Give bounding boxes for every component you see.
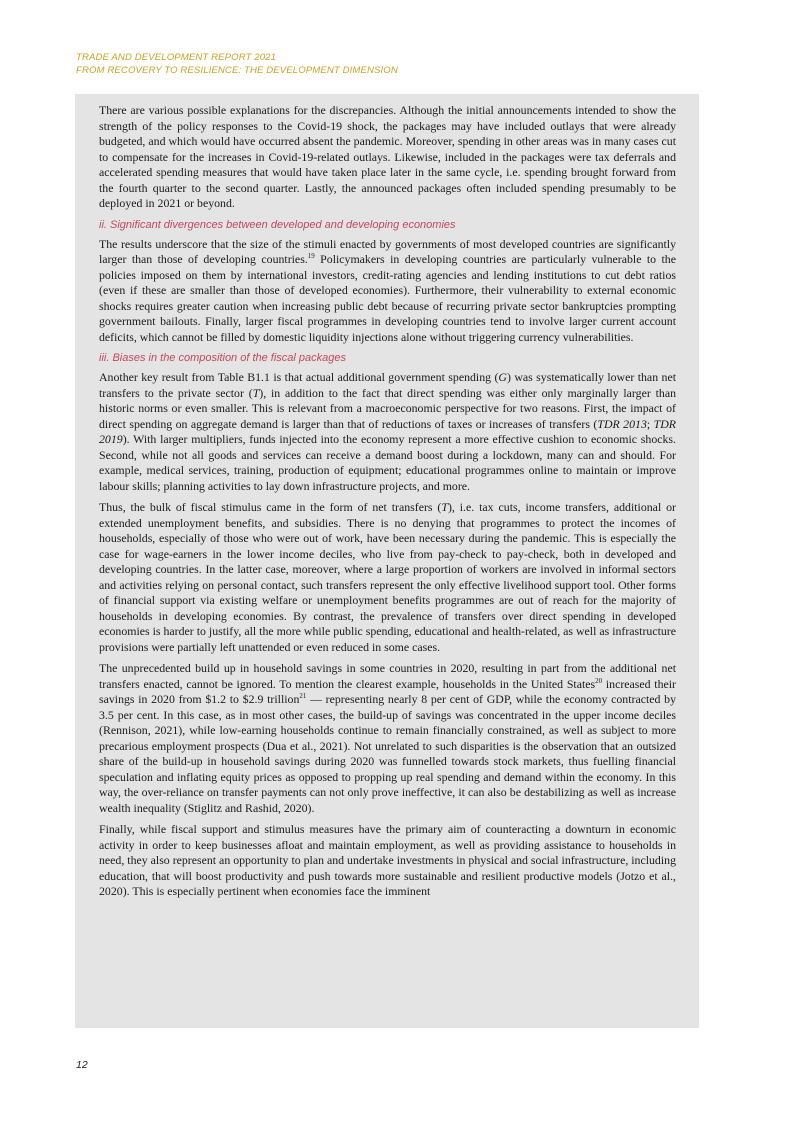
footnote-ref-19[interactable]: 19 — [307, 252, 315, 261]
report-title: TRADE AND DEVELOPMENT REPORT 2021 — [76, 52, 277, 63]
text-run: ) was systematically lower than net transfers to the private sector ( — [99, 370, 676, 400]
text-run: Another key result from Table B1.1 is that actual additional government spending ( — [99, 370, 499, 384]
subheading-divergences: ii. Significant divergences between developed and developing economies — [99, 218, 456, 231]
paragraph-discrepancies: There are various possible explanations for the discrepancies. Although the initial announcements intended to show the strength of the policy responses to the Covid-19 shock, the packages may have included outlays that were already budgeted, and which would have occurred absent the pandemic. Moreover, spending in other areas was in many cases cut to compensate for the increases in Covid-19-related outlays. Likewise, included in the packages were tax deferrals and accelerated spending measures that would have taken place later in the same cycle, i.e. spending brought forward from the fourth quarter to the second quarter. Lastly, the announced packages often included spending presumably to be deployed in 2021 or beyond. — [99, 103, 676, 210]
symbol-t: T — [441, 500, 448, 514]
page-number: 12 — [76, 1059, 88, 1071]
symbol-t: T — [252, 385, 260, 400]
text-run: ). With larger multipliers, funds injected into the economy represent a more effective cushion to economic shocks. Second, while not all goods and services can receive a demand boost during a lockdown, many can and should. For example, medical services, training, production of equipment; educational programmes online to maintain or improve labour skills; planning activities to lay down infrastructure projects, and more. — [99, 432, 676, 493]
subheading-biases: iii. Biases in the composition of the fiscal packages — [99, 352, 347, 364]
text-run: — representing nearly 8 per cent of GDP, while the economy contracted by 3.5 per cent. In this case, as in most other cases, the build-up of savings was concentrated in the upper income deciles (Rennison, 2021), while low-earning households continue to remain financially constrained, as well as subject to more precarious employment prospects (Dua et al., 2021). Not unrelated to such disparities is the observation that an outsized share of the build-up in household savings during 2020 was funnelled towards stock markets, thus fuelling financial speculation and inflating equity prices as opposed to propping up real spending and demand within the economy. In this way, the over-reliance on transfer payments can not only prove ineffective, it can also be destabilizing as well as increase wealth inequality (Stiglitz and Rashid, 2020). — [99, 692, 676, 815]
paragraph-household-savings — [99, 661, 676, 816]
text-run: increased their savings in 2020 from $1.2 to $2.9 trillion — [99, 676, 676, 706]
report-subtitle: FROM RECOVERY TO RESILIENCE: THE DEVELOPMENT DIMENSION — [76, 64, 398, 76]
paragraph-biases — [99, 370, 676, 494]
footnote-ref-20[interactable]: 20 — [595, 676, 603, 685]
paragraph-finally: Finally, while fiscal support and stimulus measures have the primary aim of counteracting a downturn in economic activity in order to keep businesses afloat and maintain employment, as well as providing assistance to households in need, they also represent an opportunity to plan and undertake investments in physical and social infrastructure, including education, that will boost productivity and push towards more sustainable and resilient productive models (Jotzo et al., 2020). This is especially pertinent when economies face the imminent — [99, 822, 676, 898]
text-run: ), in addition to the fact that direct spending was either only marginally larger than historic norms or even smaller. This is relevant from a macroeconomic perspective for two reasons. First, the impact of direct spending on aggregate demand is larger than that of reductions of taxes or increases of transfers ( — [99, 385, 676, 431]
text-run: The results underscore that the size of the stimuli enacted by governments of most developed countries are significantly larger than those of developing countries. — [99, 236, 676, 266]
citation-tdr-2019: TDR 2019 — [99, 416, 676, 446]
symbol-g: G — [498, 370, 507, 384]
paragraph-divergences — [99, 237, 676, 346]
paragraph-net-transfers — [99, 500, 676, 655]
running-header — [76, 52, 716, 77]
text-run: ; — [646, 416, 654, 431]
footnote-ref-21[interactable]: 21 — [299, 692, 307, 701]
text-run: ), i.e. tax cuts, income transfers, additional or extended unemployment benefits, and subsidies. There is no denying that programmes to protect the incomes of households, especially of those who were out of work, have been necessary during the pandemic. This is especially the case for wage-earners in the lower income deciles, who live from pay-check to pay-check, both in developed and developing countries. In the latter case, moreover, where a large proportion of workers are involved in informal sectors and activities relying on personal contact, such transfers represent the only effective livelihood support tool. Other forms of financial support via existing welfare or unemployment benefits programmes are out of reach for the majority of households in developing economies. By contrast, the prevalence of transfers over direct spending in developed economies is harder to justify, all the more while public spending, educational and health-related, as well as infrastructure provisions were partially left unattended or even reduced in some cases. — [99, 500, 677, 654]
citation-tdr-2013: TDR 2013 — [597, 416, 647, 431]
box-panel — [75, 94, 699, 1028]
text-run: Thus, the bulk of fiscal stimulus came in the form of net transfers ( — [99, 500, 442, 514]
text-run: The unprecedented build up in household savings in some countries in 2020, resulting in part from the additional net transfers enacted, cannot be ignored. To mention the clearest example, households in the United States — [99, 661, 676, 691]
text-run: Policymakers in developing countries are particularly vulnerable to the policies imposed on them by international investors, credit-rating agencies and lending institutions to cut debt ratios (even if these are smaller than those of developed economies). Furthermore, their vulnerability to external economic shocks requires greater caution when increasing public debt because of recurring private sector bankruptcies prompting government bailouts. Finally, larger fiscal programmes in developing countries tend to involve larger current account deficits, which cannot be filled by domestic liquidity injections alone without triggering currency vulnerabilities. — [99, 252, 676, 344]
